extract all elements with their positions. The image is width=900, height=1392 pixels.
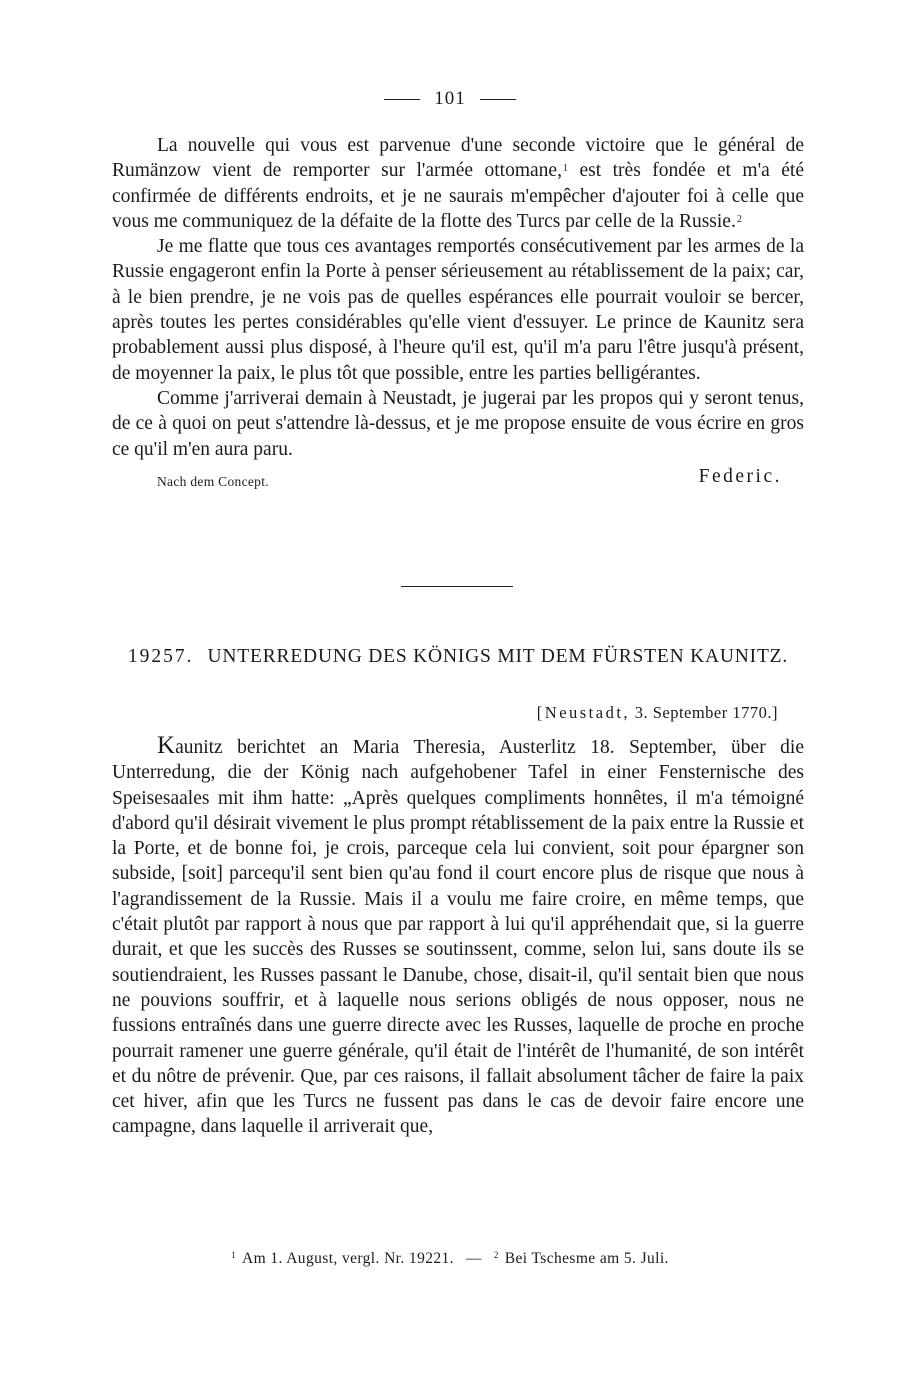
footnote-mark-2: 2 [736,213,742,225]
header-rule-left [384,99,420,100]
page-number: 101 [434,88,466,109]
footnote-1-mark: 1 [231,1250,237,1260]
source-note: Nach dem Concept. [157,473,269,489]
footnotes [0,1250,900,1268]
dateline-place: [Neustadt, [536,703,631,722]
document-heading [112,645,804,669]
document-paragraph [112,733,804,1140]
header-rule-right [480,99,516,100]
letter-paragraph-3: Comme j'arriverai demain à Neustadt, je jugerai par les propos qui y seront tenus, de ce à quoi on peut s'attendre là-dessus, et je me propose ensuite de vous écrire en gros ce qu'il m'en aura paru. [112,387,804,460]
letter-paragraph-1 [112,133,804,234]
footnote-1-text: Am 1. August, vergl. Nr. 19221. [242,1250,454,1267]
document-number: 19257. [127,646,194,667]
footnote-separator: — [465,1250,482,1267]
letter-paragraph-2: Je me flatte que tous ces avantages remportés consécutivement par les armes de la Russie engageront enfin la Porte à penser sérieusement au rétablissement de la paix; car, à le bien prendre, je ne vois pas de quelles espérances elle pourrait vouloir se bercer, après toutes les pertes considérables qu'elle vient d'essuyer. Le prince de Kaunitz sera probablement aussi plus disposé, à l'heure qu'il est, qu'il m'a paru l'être jusqu'à présent, de moyenner la paix, le plus tôt que possible, entre les parties belligérantes. [112,236,804,384]
footnote-2-text: Bei Tschesme am 5. Juli. [504,1250,669,1267]
letter-paragraph-1-part-2: est très fondée et m'a été confirmée de différents endroits, et je ne saurais m'empêcher d'ajouter foi à celle que vous me communiquez de la défaite de la flotte des Turcs par celle de la Russie. [112,160,805,232]
dateline-date: 3. September 1770.] [634,703,778,722]
signature: Federic. [698,465,782,487]
document-title: UNTERREDUNG DES KÖNIGS MIT DEM FÜRSTEN KAUNITZ. [207,646,789,667]
signature-row [112,466,804,494]
footnote-mark-1: 1 [562,163,568,175]
document-text [112,733,804,1140]
section-divider [401,586,513,587]
dateline [537,703,778,723]
footnote-2-mark: 2 [493,1250,499,1260]
document-body: aunitz berichtet an Maria Theresia, Austerlitz 18. September, über die Unterredung, die der König nach aufgehobener Tafel in einer Fensternische des Speisesaales mit ihm hatte: „Après quelques compliments honnêtes, il m'a témoigné d'abord qu'il désirait vivement le plus prompt rétablissement de la paix entre la Russie et la Porte, et de bonne foi, je crois, parceque cela lui convient, soit pour épargner son subside, [soit] parcequ'il sent bien qu'au fond il court encore plus de risque que nous à l'agrandissement de la Russie. Mais il a voulu me faire croire, en même temps, que c'était plutôt par rapport à nous que par rapport à lui qu'il appréhendait que, si la guerre durait, et que les succès des Russes se soutinssent, comme, selon lui, sans doute ils se soutiendraient, les Russes passant le Danube, chose, disait-il, qu'il sentait bien que nous ne pouvions souffrir, et à laquelle nous serions obligés de nous opposer, nous ne fussions entraînés dans une guerre directe avec les Russes, laquelle de proche en proche pourrait ramener une guerre générale, qu'il était de l'intérêt de l'humanité, de son intérêt et du nôtre de prévenir. Que, par ces raisons, il fallait absolument tâcher de faire la paix cet hiver, afin que les Turcs ne fussent pas dans le cas de devoir faire encore une campagne, dans laquelle il arriverait que, [112,737,804,1138]
letter-text [112,133,804,494]
letter-paragraph-1-part-1: La nouvelle qui vous est parvenue d'une seconde victoire que le général de Rumänzow vient de remporter sur l'armée ottomane, [112,135,804,182]
initial-letter: K [157,732,176,759]
page-header [0,88,900,110]
